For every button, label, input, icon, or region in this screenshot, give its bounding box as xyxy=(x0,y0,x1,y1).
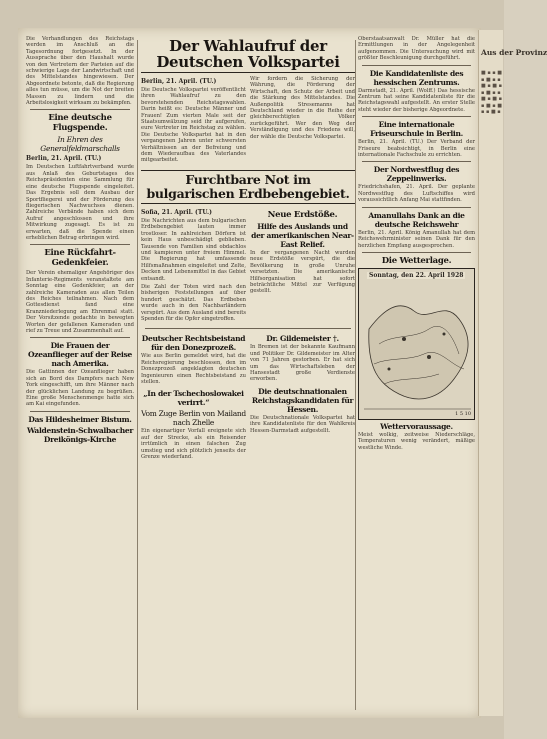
headline-amanullah: Amanullahs Dank an die deutsche Reichswehr xyxy=(368,210,465,229)
article-wettervoraussage: Meist wolkig, zeitweise Niederschläge, Temperaturen wenig verändert, mäßige westliche Winde. xyxy=(358,431,475,451)
article-zeppelin: Friedrichshafen, 21. April. Der geplante Nordwestflug des Luftschiffes wird voraussichtlich Anfang Mai stattfinden. xyxy=(358,184,475,204)
weather-map-scale: 1 5 10 xyxy=(455,410,471,417)
article-hessen-kandidaten: Die Deutschnationale Volkspartei hat ihre Kandidatenliste für den Wahlkreis Hessen-Darmstadt aufgestellt. xyxy=(250,414,355,434)
article-ozeanflieger: Die Gattinnen der Ozeanflieger haben sich an Bord des Dampfers nach New York eingeschifft, um ihre Männer nach der glücklichen Landung zu begrüßen. Eine große Menschenmenge hatte sich am Kai eingefunden. xyxy=(26,369,134,408)
article-wahlaufruf-a: Die Deutsche Volkspartei veröffentlicht ihren Wahlaufruf zu den bevorstehenden Reichstagswahlen. Darin heißt es: Deutsche Männer und Frauen! Zum vierten Male seit der Staatsumwälzung seid ihr aufgerufen, eure Vertreter im Reichstag zu wählen. Die Deutsche Volkspartei hat in den vergangenen Jahren unter schwersten Verhältnissen an der Befreiung und dem Wiederaufbau des Vaterlandes mitgearbeitet. xyxy=(141,87,246,164)
article-amanullah: Berlin, 21. April. König Amanullah hat dem Reichswehrminister seinen Dank für den herzlichen Empfang ausgesprochen. xyxy=(358,229,475,249)
headline-flugspende: Eine deutsche Flugspende. xyxy=(48,113,112,134)
column-rule-1 xyxy=(137,40,138,710)
headline-gedenkfeier: Eine Rückfahrt-Gedenkfeier. xyxy=(44,248,116,269)
headline-wettervoraussage: Wettervoraussage. xyxy=(380,421,453,431)
dateline-flugspende: Berlin, 21. April. (TU.) xyxy=(26,155,102,163)
article-erdstoesse: In der vergangenen Nacht wurden neue Erdstöße verspürt, die die Bevölkerung in große Unruhe versetzten. Die amerikanische Hilfsorganisation hat sofort beträchtliche Mittel zur Verfügung gestellt. xyxy=(250,249,355,295)
divider xyxy=(362,252,471,253)
adjacent-page-strip xyxy=(478,30,547,716)
article-gildemeister: In Bremen ist der bekannte Kaufmann und Politiker Dr. Gildemeister im Alter von 71 Jahren gestorben. Er hat sich um das Wirtschaftsleben der Hansestadt große Verdienste erworben. xyxy=(250,344,355,383)
headline-erdstoesse: Neue Erdstöße. xyxy=(267,209,338,220)
dateline-wahlaufruf: Berlin, 21. April. (TU.) xyxy=(141,78,217,85)
divider xyxy=(362,207,471,208)
article-zentrum: Darmstadt, 21. April. (Wolff.) Das hessische Zentrum hat seine Kandidatenliste für die Reichstagswahl aufgestellt. An erster Stelle steht wieder der bisherige Abgeordnete. xyxy=(358,87,475,113)
subhead-flugspende: In Ehren des Generalfeldmarschalls xyxy=(40,135,120,154)
article-gedenkfeier: Der Verein ehemaliger Angehöriger des Infanterie-Regiments veranstaltete am Sonntag eine Gedenkfeier, an der zahlreiche Kameraden aus allen Teilen des Reiches teilnahmen. Nach dem Gottesdienst fand eine Kranzniederlegung am Ehrenmal statt. Der Vorsitzende gedachte in bewegten Worten der gefallenen Kameraden und rief zu Treue und Zusammenhalt auf. xyxy=(26,270,134,334)
divider xyxy=(30,109,130,110)
headline-erdbeben: Furchtbare Not im bulgarischen Erdbebengebiet. xyxy=(141,170,355,204)
weather-map-drawing xyxy=(359,269,476,419)
lower-center-articles xyxy=(141,332,355,460)
dateline-erdbeben: Sofia, 21. April. (TU.) xyxy=(141,208,212,216)
divider xyxy=(145,328,351,329)
intro-text: Die Verhandlungen des Reichstags werden im Anschluß an die Tagesordnung fortgesetzt. In der Aussprache über den Haushalt wurde von den Vertretern der Parteien auf die schwierige Lage der Landwirtschaft und des Mittelstandes hingewiesen. Der Abgeordnete betonte, daß die Regierung alles tun müsse, um die Not der breiten Massen zu lindern und die Arbeitslosigkeit wirksam zu bekämpfen. xyxy=(26,36,134,107)
subhead-tschechoslowakei: Vom Zuge Berlin von Mailand nach Zhelle xyxy=(141,409,246,428)
divider xyxy=(30,337,130,338)
headline-bistum: Das Hildesheimer Bistum. xyxy=(28,414,132,424)
article-wahlaufruf-b: Wir fordern die Sicherung der Währung, die Förderung der Wirtschaft, den Schutz der Arbeit und die Stärkung des Mittelstandes. Die Außenpolitik Stresemanns hat Deutschland wieder in die Reihe der gleichberechtigten Völker zurückgeführt. Wer den Weg der Verständigung und des Friedens will, der wähle die Deutsche Volkspartei. xyxy=(250,76,355,140)
wahlaufruf-body xyxy=(141,76,355,164)
headline-tschechoslowakei: „In der Tschechoslowakei verirrt.“ xyxy=(143,389,244,408)
headline-friseurschule: Eine internationale Friseurschule in Berlin. xyxy=(370,120,463,139)
article-erdbeben-b: Die Zahl der Toten wird nach den bisherigen Feststellungen auf über hundert geschätzt. Das Erdbeben wurde auch in den Nachbarländern verspürt. Aus dem Ausland sind bereits Spenden für die Opfer eingetroffen. xyxy=(141,283,246,322)
article-donezprozess: Wie aus Berlin gemeldet wird, hat die Reichsregierung beschlossen, den im Donezprozeß angeklagten deutschen Ingenieuren einen Rechtsbeistand zu stellen. xyxy=(141,353,246,385)
divider xyxy=(362,116,471,117)
headline-donezprozess: Deutscher Rechtsbeistand für den Donezprozeß. xyxy=(141,334,246,353)
column-rule-2 xyxy=(355,40,356,710)
adjacent-page-heading: Aus der Provinz xyxy=(481,48,547,57)
article-tschechoslowakei: Ein eigenartiger Vorfall ereignete sich auf der Strecke, als ein Reisender irrtümlich in einen falschen Zug umstieg und sich plötzlich jenseits der Grenze wiederfand. xyxy=(141,428,246,461)
article-top-right: Oberstaatsanwalt Dr. Müller hat die Ermittlungen in der Angelegenheit aufgenommen. Die Untersuchung wird mit größter Beschleunigung durchgeführt. xyxy=(358,36,475,62)
subhead-erdstoesse: Hilfe des Auslands und der amerikanischen Near-East Relief. xyxy=(251,221,354,249)
headline-gildemeister: Dr. Gildemeister †. xyxy=(266,334,339,344)
divider xyxy=(362,65,471,66)
headline-zeppelin: Der Nordwestflug des Zeppelinwerks. xyxy=(373,165,460,184)
column-right xyxy=(358,36,475,712)
adjacent-page-text: ■ ▪ ▪ ■ ▪ ■ ▪ ▪ ■ ▪ ■ ▪ ▪ ■ ▪ ▪ ■ ▪ ■ ▪ ▪ ■ ▪ ■ ▪ ▪ ■ ▪ xyxy=(481,70,502,115)
headline-wahlaufruf: Der Wahlaufruf der Deutschen Volkspartei xyxy=(141,38,355,73)
headline-hessen-kandidaten: Die deutschnationalen Reichstagskandidaten für Hessen. xyxy=(251,386,354,414)
weather-map-title: Sonntag, den 22. April 1928 xyxy=(369,271,464,279)
headline-wetterlage: Die Wetterlage. xyxy=(381,255,452,266)
column-left xyxy=(26,36,134,712)
erdbeben-body xyxy=(141,207,355,323)
divider xyxy=(30,411,130,412)
divider xyxy=(30,244,130,245)
article-erdbeben-a: Die Nachrichten aus dem bulgarischen Erdbebengebiet lauten immer trostloser. In zahlreichen Dörfern ist kein Haus unbeschädigt geblieben. Tausende von Familien sind obdachlos und kampieren unter freiem Himmel. Die Regierung hat umfassende Hilfsmaßnahmen eingeleitet und Zelte, Decken und Lebensmittel in das Gebiet entsandt. xyxy=(141,217,246,282)
headline-zentrum: Die Kandidatenliste des hessischen Zentrums. xyxy=(369,68,464,87)
article-friseurschule: Berlin, 21. April. (TU.) Der Verband der Friseure beabsichtigt, in Berlin eine internationale Fachschule zu errichten. xyxy=(358,139,475,159)
weather-map xyxy=(358,268,475,420)
headline-dreikoenigs: Waldenstein-Schwalbacher Dreikönigs-Kirche xyxy=(26,425,134,444)
article-flugspende: Im Deutschen Luftfahrtverband wurde aus Anlaß des Geburtstages des Reichspräsidenten eine Sammlung für eine deutsche Flugspende eingeleitet. Das Ergebnis soll dem Ausbau der Sportfliegerei und der Förderung des fliegerischen Nachwuchses dienen. Zahlreiche Verbände haben sich dem Aufruf angeschlossen und ihre Mitwirkung zugesagt. Es ist zu erwarten, daß die Spende einen erheblichen Betrag erbringen wird. xyxy=(26,164,134,241)
divider xyxy=(362,161,471,162)
column-center xyxy=(141,36,355,712)
headline-ozeanflieger: Die Frauen der Ozeanflieger auf der Reise nach Amerika. xyxy=(28,341,132,369)
